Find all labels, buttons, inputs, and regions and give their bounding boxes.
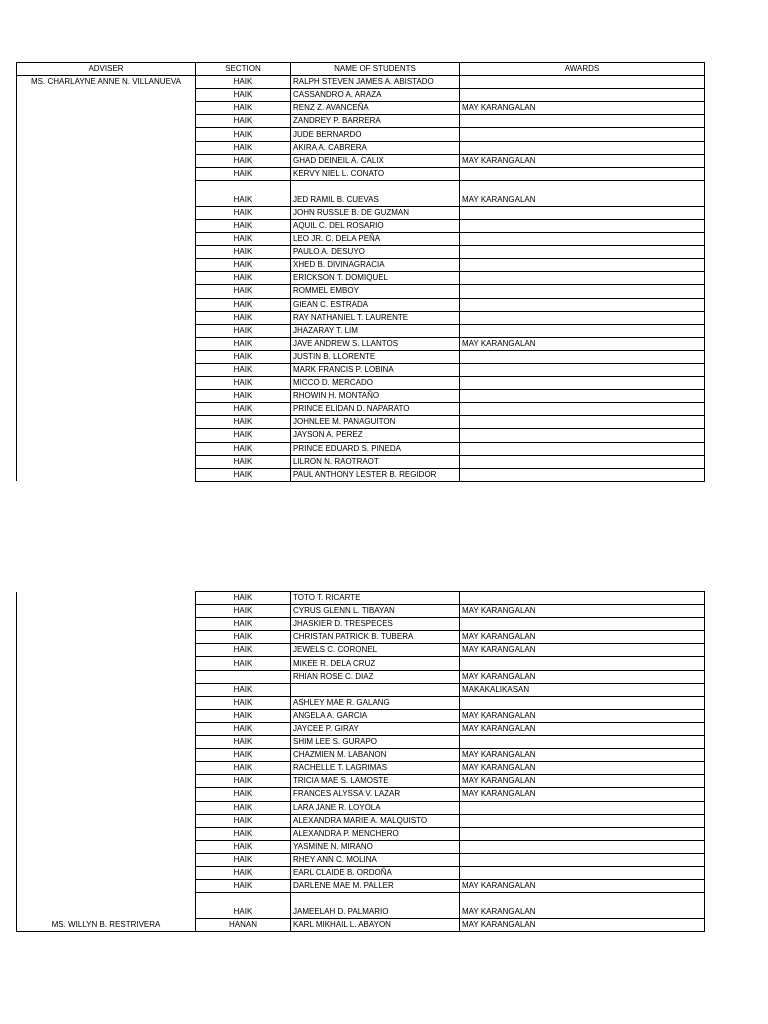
section-cell: HAIK xyxy=(196,788,291,801)
section-cell: HAIK xyxy=(196,350,291,363)
award-cell xyxy=(460,403,705,416)
roster-body-page-1 xyxy=(17,76,705,482)
adviser-cell xyxy=(17,592,196,605)
section-cell xyxy=(196,670,291,683)
table-row xyxy=(17,880,705,893)
section-cell: HAIK xyxy=(196,644,291,657)
award-cell xyxy=(460,311,705,324)
section-cell: HAIK xyxy=(196,455,291,468)
award-cell xyxy=(460,167,705,180)
section-cell: HAIK xyxy=(196,657,291,670)
section-cell: HAIK xyxy=(196,298,291,311)
adviser-cell xyxy=(17,827,196,840)
award-cell xyxy=(460,76,705,89)
section-cell: HAIK xyxy=(196,246,291,259)
award-cell xyxy=(460,298,705,311)
award-cell xyxy=(460,350,705,363)
award-cell xyxy=(460,206,705,219)
award-cell xyxy=(460,429,705,442)
award-cell xyxy=(460,840,705,853)
table-row xyxy=(17,919,705,932)
section-cell: HAIK xyxy=(196,76,291,89)
student-name: RHEY ANN C. MOLINA xyxy=(291,853,460,866)
student-name: JEWELS C. CORONEL xyxy=(291,644,460,657)
adviser-cell: MS. WILLYN B. RESTRIVERA xyxy=(17,919,196,932)
student-name: GHAD DEINEIL A. CALIX xyxy=(291,154,460,167)
section-cell: HAIK xyxy=(196,866,291,879)
student-name: LEO JR. C. DELA PEÑA xyxy=(291,233,460,246)
student-name: AQUIL C. DEL ROSARIO xyxy=(291,219,460,232)
student-name: SHIM LEE S. GURAPO xyxy=(291,736,460,749)
award-cell: MAY KARANGALAN xyxy=(460,788,705,801)
student-name: RENZ Z. AVANCEÑA xyxy=(291,102,460,115)
header-name: NAME OF STUDENTS xyxy=(291,63,460,76)
adviser-cell xyxy=(17,880,196,893)
table-row xyxy=(17,644,705,657)
award-cell: MAY KARANGALAN xyxy=(460,880,705,893)
roster-table-page-2 xyxy=(16,591,705,932)
adviser-cell xyxy=(17,840,196,853)
section-cell: HAIK xyxy=(196,206,291,219)
adviser-name: MS. CHARLAYNE ANNE N. VILLANUEVA xyxy=(17,76,196,482)
award-cell xyxy=(460,246,705,259)
section-cell: HAIK xyxy=(196,89,291,102)
adviser-cell xyxy=(17,618,196,631)
award-cell xyxy=(460,89,705,102)
award-cell: MAY KARANGALAN xyxy=(460,631,705,644)
section-cell: HAIK xyxy=(196,377,291,390)
table-row xyxy=(17,749,705,762)
student-name: JOHNLEE M. PANAGUITON xyxy=(291,416,460,429)
student-name: JAVE ANDREW S. LLANTOS xyxy=(291,337,460,350)
student-name: AKIRA A. CABRERA xyxy=(291,141,460,154)
table-row xyxy=(17,814,705,827)
adviser-cell xyxy=(17,749,196,762)
award-cell: MAY KARANGALAN xyxy=(460,102,705,115)
student-name: JUSTIN B. LLORENTE xyxy=(291,350,460,363)
award-cell: MAY KARANGALAN xyxy=(460,919,705,932)
award-cell xyxy=(460,696,705,709)
section-cell: HAIK xyxy=(196,429,291,442)
adviser-cell xyxy=(17,814,196,827)
section-cell: HAIK xyxy=(196,631,291,644)
section-cell: HAIK xyxy=(196,259,291,272)
section-cell: HAIK xyxy=(196,180,291,206)
award-cell: MAY KARANGALAN xyxy=(460,154,705,167)
student-name: TRICIA MAE S. LAMOSTE xyxy=(291,775,460,788)
adviser-cell xyxy=(17,893,196,919)
section-cell: HAIK xyxy=(196,840,291,853)
section-cell: HAIK xyxy=(196,141,291,154)
student-name: ALEXANDRA P. MENCHERO xyxy=(291,827,460,840)
student-name: JHASKIER D. TRESPECES xyxy=(291,618,460,631)
section-cell: HAIK xyxy=(196,683,291,696)
award-cell xyxy=(460,285,705,298)
student-name: JAYCEE P. GIRAY xyxy=(291,722,460,735)
student-name: RHOWIN H. MONTAÑO xyxy=(291,390,460,403)
student-name: MARK FRANCIS P. LOBINA xyxy=(291,363,460,376)
roster-body-page-2 xyxy=(17,592,705,932)
student-name: PRINCE ELIDAN D. NAPARATO xyxy=(291,403,460,416)
award-cell xyxy=(460,455,705,468)
student-name: RHIAN ROSE C. DIAZ xyxy=(291,670,460,683)
award-cell xyxy=(460,141,705,154)
section-cell: HAIK xyxy=(196,154,291,167)
adviser-cell xyxy=(17,709,196,722)
table-row xyxy=(17,788,705,801)
award-cell: MAY KARANGALAN xyxy=(460,670,705,683)
table-row xyxy=(17,631,705,644)
table-row xyxy=(17,866,705,879)
student-name: CASSANDRO A. ARAZA xyxy=(291,89,460,102)
student-name: ALEXANDRA MARIE A. MALQUISTO xyxy=(291,814,460,827)
header-row xyxy=(17,63,705,76)
table-row xyxy=(17,722,705,735)
student-name: RACHELLE T. LAGRIMAS xyxy=(291,762,460,775)
section-cell: HAIK xyxy=(196,736,291,749)
award-cell xyxy=(460,115,705,128)
table-row xyxy=(17,775,705,788)
student-name: MIKEE R. DELA CRUZ xyxy=(291,657,460,670)
student-name: ZANDREY P. BARRERA xyxy=(291,115,460,128)
table-row xyxy=(17,605,705,618)
section-cell: HAIK xyxy=(196,390,291,403)
student-name: JOHN RUSSLE B. DE GUZMAN xyxy=(291,206,460,219)
adviser-cell xyxy=(17,605,196,618)
adviser-cell xyxy=(17,788,196,801)
student-name: DARLENE MAE M. PALLER xyxy=(291,880,460,893)
adviser-cell xyxy=(17,670,196,683)
section-cell: HAIK xyxy=(196,167,291,180)
student-name: JHAZARAY T. LIM xyxy=(291,324,460,337)
section-cell: HAIK xyxy=(196,272,291,285)
adviser-cell xyxy=(17,866,196,879)
adviser-cell xyxy=(17,736,196,749)
award-cell xyxy=(460,814,705,827)
award-cell: MAY KARANGALAN xyxy=(460,749,705,762)
section-cell: HAIK xyxy=(196,696,291,709)
student-name: JAMEELAH D. PALMARIO xyxy=(291,893,460,919)
table-row xyxy=(17,827,705,840)
student-name: XHED B. DIVINAGRACIA xyxy=(291,259,460,272)
adviser-cell xyxy=(17,801,196,814)
section-cell: HAIK xyxy=(196,775,291,788)
award-cell xyxy=(460,827,705,840)
student-name: EARL CLAIDE B. ORDOÑA xyxy=(291,866,460,879)
table-row xyxy=(17,762,705,775)
award-cell xyxy=(460,390,705,403)
table-row xyxy=(17,670,705,683)
student-name xyxy=(291,683,460,696)
student-name: RAY NATHANIEL T. LAURENTE xyxy=(291,311,460,324)
award-cell xyxy=(460,468,705,481)
header-section: SECTION xyxy=(196,63,291,76)
adviser-cell xyxy=(17,762,196,775)
section-cell: HAIK xyxy=(196,801,291,814)
table-row xyxy=(17,657,705,670)
student-name: ASHLEY MAE R. GALANG xyxy=(291,696,460,709)
student-name: PAUL ANTHONY LESTER B. REGIDOR xyxy=(291,468,460,481)
section-cell: HAIK xyxy=(196,709,291,722)
award-cell xyxy=(460,592,705,605)
award-cell xyxy=(460,272,705,285)
table-row xyxy=(17,696,705,709)
section-cell: HAIK xyxy=(196,324,291,337)
adviser-cell xyxy=(17,775,196,788)
award-cell xyxy=(460,416,705,429)
adviser-cell xyxy=(17,722,196,735)
award-cell xyxy=(460,618,705,631)
table-row xyxy=(17,709,705,722)
award-cell xyxy=(460,363,705,376)
table-row xyxy=(17,736,705,749)
section-cell: HAIK xyxy=(196,853,291,866)
section-cell: HAIK xyxy=(196,403,291,416)
award-cell xyxy=(460,324,705,337)
award-cell: MAY KARANGALAN xyxy=(460,644,705,657)
table-row xyxy=(17,76,705,89)
section-cell: HAIK xyxy=(196,285,291,298)
roster-table-page-1 xyxy=(16,62,705,482)
student-name: ERICKSON T. DOMIQUEL xyxy=(291,272,460,285)
award-cell: MAY KARANGALAN xyxy=(460,775,705,788)
award-cell xyxy=(460,801,705,814)
section-cell: HAIK xyxy=(196,592,291,605)
table-row xyxy=(17,853,705,866)
student-name: PAULO A. DESUYO xyxy=(291,246,460,259)
header-awards: AWARDS xyxy=(460,63,705,76)
award-cell: MAY KARANGALAN xyxy=(460,180,705,206)
section-cell: HAIK xyxy=(196,363,291,376)
award-cell: MAY KARANGALAN xyxy=(460,762,705,775)
student-name: CHAZMIEN M. LABANON xyxy=(291,749,460,762)
student-name: JED RAMIL B. CUEVAS xyxy=(291,180,460,206)
section-cell: HAIK xyxy=(196,442,291,455)
section-cell: HAIK xyxy=(196,416,291,429)
table-row xyxy=(17,683,705,696)
section-cell: HAIK xyxy=(196,219,291,232)
student-name: LILRON N. RAOTRAOT xyxy=(291,455,460,468)
section-cell: HAIK xyxy=(196,880,291,893)
section-cell: HAIK xyxy=(196,128,291,141)
award-cell: MAY KARANGALAN xyxy=(460,709,705,722)
section-cell: HAIK xyxy=(196,233,291,246)
adviser-cell xyxy=(17,657,196,670)
table-row xyxy=(17,801,705,814)
table-row xyxy=(17,840,705,853)
award-cell: MAY KARANGALAN xyxy=(460,893,705,919)
adviser-cell xyxy=(17,644,196,657)
section-cell: HAIK xyxy=(196,102,291,115)
student-name: TOTO T. RICARTE xyxy=(291,592,460,605)
award-cell xyxy=(460,853,705,866)
student-name: GIEAN C. ESTRADA xyxy=(291,298,460,311)
award-cell: MAY KARANGALAN xyxy=(460,605,705,618)
student-name: YASMINE N. MIRANO xyxy=(291,840,460,853)
section-cell: HAIK xyxy=(196,618,291,631)
section-cell: HAIK xyxy=(196,893,291,919)
award-cell xyxy=(460,233,705,246)
header-adviser: ADVISER xyxy=(17,63,196,76)
award-cell xyxy=(460,442,705,455)
student-name: FRANCES ALYSSA V. LAZAR xyxy=(291,788,460,801)
section-cell: HAIK xyxy=(196,605,291,618)
award-cell xyxy=(460,128,705,141)
student-name: JAYSON A. PEREZ xyxy=(291,429,460,442)
section-cell: HAIK xyxy=(196,722,291,735)
section-cell: HAIK xyxy=(196,311,291,324)
student-name: ROMMEL EMBOY xyxy=(291,285,460,298)
student-name: MICCO D. MERCADO xyxy=(291,377,460,390)
section-cell: HAIK xyxy=(196,468,291,481)
award-cell xyxy=(460,259,705,272)
section-cell: HANAN xyxy=(196,919,291,932)
award-cell xyxy=(460,377,705,390)
adviser-cell xyxy=(17,696,196,709)
section-cell: HAIK xyxy=(196,749,291,762)
award-cell: MAKAKALIKASAN xyxy=(460,683,705,696)
section-cell: HAIK xyxy=(196,814,291,827)
student-name: RALPH STEVEN JAMES A. ABISTADO xyxy=(291,76,460,89)
student-name: CHRISTAN PATRICK B. TUBERA xyxy=(291,631,460,644)
student-name: JUDE BERNARDO xyxy=(291,128,460,141)
section-cell: HAIK xyxy=(196,337,291,350)
section-cell: HAIK xyxy=(196,827,291,840)
table-row xyxy=(17,592,705,605)
award-cell xyxy=(460,219,705,232)
student-name: CYRUS GLENN L. TIBAYAN xyxy=(291,605,460,618)
adviser-cell xyxy=(17,683,196,696)
section-cell: HAIK xyxy=(196,762,291,775)
student-name: LARA JANE R. LOYOLA xyxy=(291,801,460,814)
section-cell: HAIK xyxy=(196,115,291,128)
adviser-cell xyxy=(17,631,196,644)
student-name: KARL MIKHAIL L. ABAYON xyxy=(291,919,460,932)
award-cell xyxy=(460,657,705,670)
table-row xyxy=(17,618,705,631)
award-cell: MAY KARANGALAN xyxy=(460,722,705,735)
award-cell: MAY KARANGALAN xyxy=(460,337,705,350)
award-cell xyxy=(460,736,705,749)
student-name: KERVY NIEL L. CONATO xyxy=(291,167,460,180)
student-name: PRINCE EDUARD S. PINEDA xyxy=(291,442,460,455)
student-name: ANGELA A. GARCIA xyxy=(291,709,460,722)
adviser-cell xyxy=(17,853,196,866)
award-cell xyxy=(460,866,705,879)
table-row xyxy=(17,893,705,919)
